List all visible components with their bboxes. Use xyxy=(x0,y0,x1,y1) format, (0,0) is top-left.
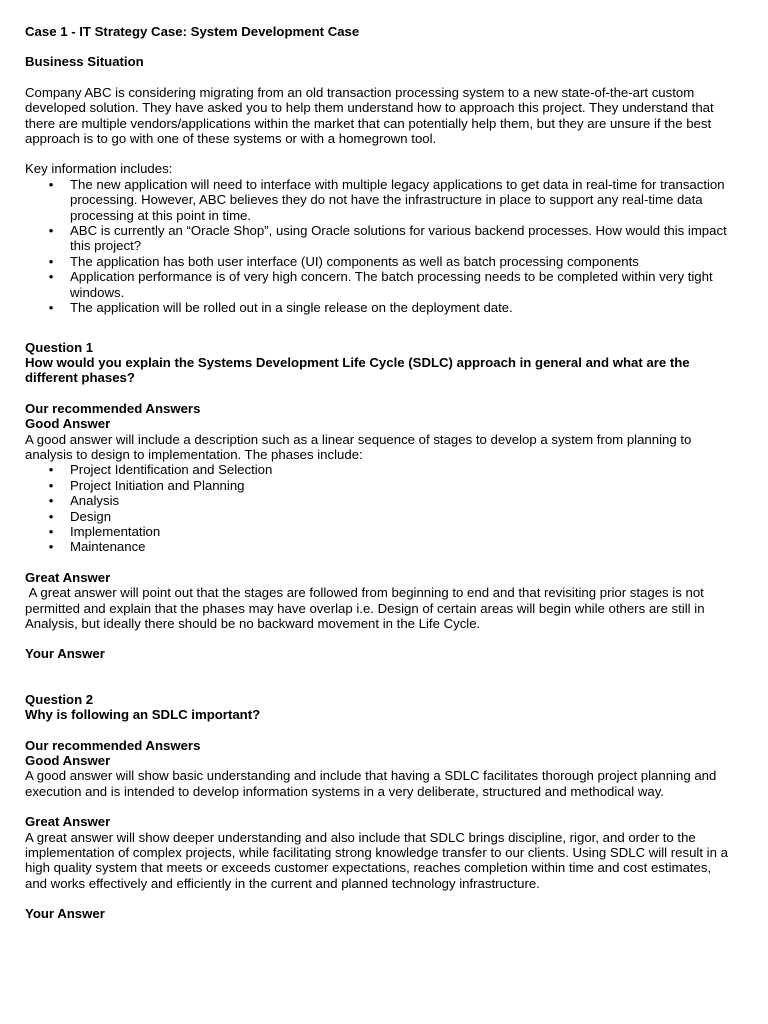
business-situation-paragraph: Company ABC is considering migrating from an old transaction processing system to a new state-of-the-art custom developed solution. They have asked you to help them understand how to approach this project. They understand that there are multiple vendors/applications within the market that can potentially help them, but they are unsure if the best approach is to go with one of these systems or with a homegrown tool. xyxy=(25,84,714,147)
question-2-your-answer: Your Answer xyxy=(25,906,105,922)
bullet-icon: • xyxy=(48,523,54,539)
question-1-text: How would you explain the Systems Development Life Cycle (SDLC) approach in general and what are the different phases? xyxy=(25,354,690,386)
bullet-icon: • xyxy=(48,269,54,285)
list-item: • The application will be rolled out in a single release on the deployment date. xyxy=(25,300,734,315)
bullet-icon: • xyxy=(48,508,54,524)
bullet-icon: • xyxy=(48,539,54,555)
bullet-icon: • xyxy=(48,462,54,478)
list-item: • The application has both user interface (UI) components as well as batch processing components xyxy=(25,254,734,269)
question-1-great-text: A great answer will point out that the stages are followed from beginning to end and that revisiting prior stages is not permitted and explain that the phases may have overlap i.e. Design of certain areas will begin while others are still in Analysis, but ideally there should be no backward movement in the Life Cycle. xyxy=(25,585,708,631)
bullet-icon: • xyxy=(48,253,54,269)
list-item: • Design xyxy=(25,509,734,524)
sdlc-phases-list xyxy=(25,462,734,554)
question-2-recommended-heading: Our recommended Answers xyxy=(25,737,201,753)
list-item: • Maintenance xyxy=(25,539,734,554)
question-1-good-heading: Good Answer xyxy=(25,416,111,432)
list-item: • Application performance is of very high concern. The batch processing needs to be completed within very tight windows. xyxy=(25,269,734,300)
bullet-icon: • xyxy=(48,300,54,316)
question-1-recommended-heading: Our recommended Answers xyxy=(25,400,201,416)
list-item: • Project Initiation and Planning xyxy=(25,478,734,493)
document-title: Case 1 - IT Strategy Case: System Development Case xyxy=(25,24,360,39)
key-information-intro: Key information includes: xyxy=(25,161,173,177)
question-2-good-heading: Good Answer xyxy=(25,753,111,769)
question-2-great-text: A great answer will show deeper understanding and also include that SDLC brings discipline, rigor, and order to the implementation of complex projects, while facilitating strong knowledge transfer to our clients. Using SDLC will result in a high quality system that meets or exceeds customer expectations, reaches completion within time and cost estimates, and works effectively and efficiently in the current and planned technology infrastructure. xyxy=(25,829,728,891)
list-item: • ABC is currently an “Oracle Shop”, using Oracle solutions for various backend processes. How would this impact this project? xyxy=(25,223,734,254)
question-1-great-heading: Great Answer xyxy=(25,569,111,585)
question-2-label: Question 2 xyxy=(25,691,94,707)
list-item: • Implementation xyxy=(25,524,734,539)
question-1-label: Question 1 xyxy=(25,339,94,355)
bullet-icon: • xyxy=(48,223,54,239)
question-1-your-answer: Your Answer xyxy=(25,646,105,662)
business-situation-heading: Business Situation xyxy=(25,54,144,70)
list-item: • The new application will need to interface with multiple legacy applications to get data in real-time for transaction processing. However, ABC believes they do not have the infrastructure in place to support any real-time data processing at this point in time. xyxy=(25,177,734,223)
question-2-text: Why is following an SDLC important? xyxy=(25,707,261,723)
bullet-icon: • xyxy=(48,477,54,493)
question-2-great-heading: Great Answer xyxy=(25,814,111,830)
question-1-good-text: A good answer will include a description such as a linear sequence of stages to develop a system from planning to analysis to design to implementation. The phases include: xyxy=(25,431,692,462)
list-item: • Project Identification and Selection xyxy=(25,462,734,477)
key-information-list xyxy=(25,177,734,316)
bullet-icon: • xyxy=(48,176,54,192)
list-item: • Analysis xyxy=(25,493,734,508)
question-2-good-text: A good answer will show basic understanding and include that having a SDLC facilitates thorough project planning and execution and is intended to develop information systems in a very deliberate, structured and methodical way. xyxy=(25,768,717,799)
bullet-icon: • xyxy=(48,493,54,509)
